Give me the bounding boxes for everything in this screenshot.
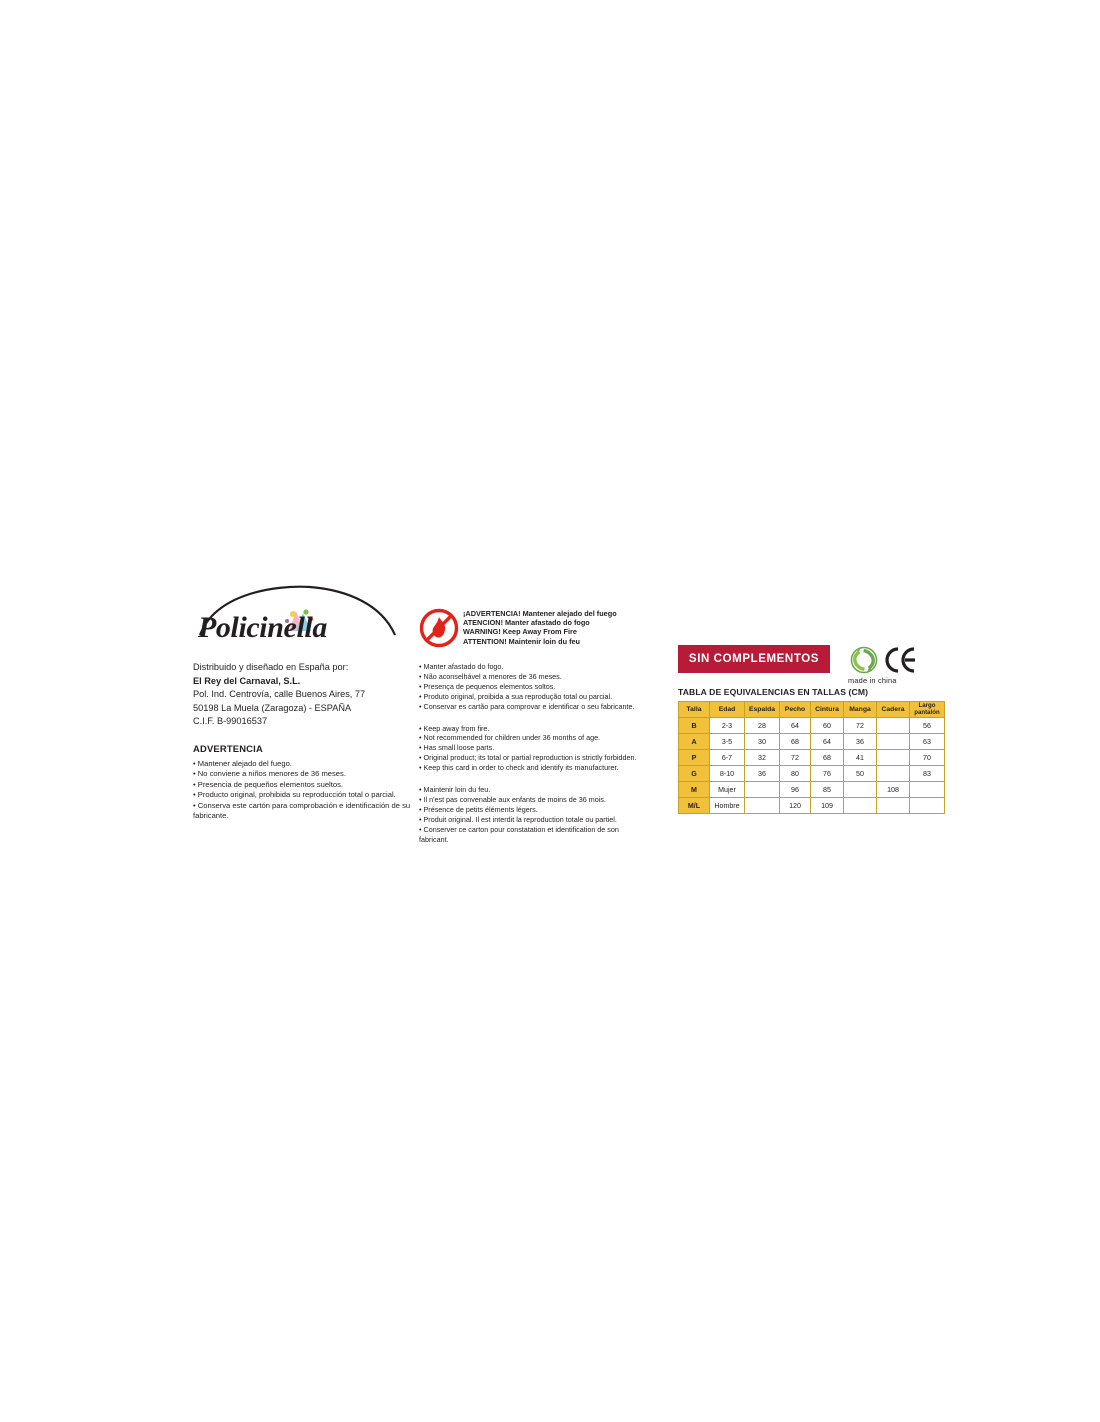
cell-edad: 8-10 bbox=[710, 766, 745, 782]
cell-manga: 72 bbox=[844, 718, 877, 734]
cell-espalda bbox=[745, 798, 780, 814]
cell-espalda: 32 bbox=[745, 750, 780, 766]
cell-edad: 6-7 bbox=[710, 750, 745, 766]
cell-talla: P bbox=[679, 750, 710, 766]
table-row bbox=[679, 766, 945, 782]
cell-pecho: 80 bbox=[780, 766, 811, 782]
column-header-pecho: Pecho bbox=[780, 702, 811, 718]
warning-line-en: WARNING! Keep Away From Fire bbox=[463, 627, 577, 637]
cell-manga: 36 bbox=[844, 734, 877, 750]
warning-bullet: • Keep away from fire. bbox=[419, 723, 490, 733]
cell-largo: 70 bbox=[910, 750, 945, 766]
cell-pecho: 68 bbox=[780, 734, 811, 750]
cell-espalda: 30 bbox=[745, 734, 780, 750]
warning-bullet: • Manter afastado do fogo. bbox=[419, 662, 504, 671]
table-row bbox=[679, 734, 945, 750]
cell-cadera bbox=[877, 718, 910, 734]
warning-bullets-en bbox=[419, 724, 639, 774]
cell-largo: 56 bbox=[910, 718, 945, 734]
warning-line-es: ¡ADVERTENCIA! Mantener alejado del fuego bbox=[463, 609, 617, 618]
brand-logo bbox=[198, 585, 398, 655]
cell-largo bbox=[910, 798, 945, 814]
table-row bbox=[679, 782, 945, 798]
column-header-talla: Talla bbox=[679, 702, 710, 718]
warning-line-pt: ATENCION! Manter afastado do fogo bbox=[463, 618, 590, 628]
ce-mark-icon bbox=[883, 646, 917, 674]
warning-line-fr: ATTENTION! Maintenir loin du feu bbox=[463, 636, 581, 646]
warning-bullet: • Keep this card in order to check and identify its manufacturer. bbox=[419, 763, 619, 773]
cell-manga: 50 bbox=[844, 766, 877, 782]
cell-edad: Mujer bbox=[710, 782, 745, 798]
warning-bullet: • No conviene a niños menores de 36 meses. bbox=[193, 769, 346, 779]
right-column bbox=[678, 645, 948, 814]
cell-edad: Hombre bbox=[710, 798, 745, 814]
address-line-1: Pol. Ind. Centrovía, calle Buenos Aires, 77 bbox=[193, 689, 366, 700]
brand-logo-text: Policinella bbox=[198, 611, 327, 644]
cell-cadera bbox=[877, 766, 910, 782]
warning-bullet: • Not recommended for children under 36 months of age. bbox=[419, 733, 601, 743]
cell-cadera bbox=[877, 750, 910, 766]
cell-cintura: 85 bbox=[811, 782, 844, 798]
no-fire-icon bbox=[419, 608, 459, 648]
column-header-largo-pantalon: Largo pantalón bbox=[910, 702, 945, 718]
table-row bbox=[679, 718, 945, 734]
green-dot-recycling-icon bbox=[850, 646, 878, 674]
cell-edad: 3-5 bbox=[710, 734, 745, 750]
distributed-by-label: Distribuido y diseñado en España por: bbox=[193, 662, 349, 672]
cell-espalda bbox=[745, 782, 780, 798]
warning-bullets-pt bbox=[419, 662, 639, 712]
cell-largo: 63 bbox=[910, 734, 945, 750]
cell-cintura: 64 bbox=[811, 734, 844, 750]
cell-cadera: 108 bbox=[877, 782, 910, 798]
cell-cintura: 60 bbox=[811, 718, 844, 734]
warning-bullet: • Maintenir loin du feu. bbox=[419, 785, 491, 795]
warning-bullet: • Il n'est pas convenable aux enfants de moins de 36 mois. bbox=[419, 794, 606, 804]
badges-row bbox=[678, 645, 948, 685]
table-row bbox=[679, 798, 945, 814]
warning-bullet: • Présence de petits éléments légers. bbox=[419, 804, 538, 814]
column-header-cintura: Cintura bbox=[811, 702, 844, 718]
distributor-block bbox=[193, 661, 433, 729]
column-header-espalda: Espalda bbox=[745, 702, 780, 718]
cell-espalda: 28 bbox=[745, 718, 780, 734]
cell-talla: M/L bbox=[679, 798, 710, 814]
warning-bullets-fr bbox=[419, 785, 639, 844]
cell-talla: M bbox=[679, 782, 710, 798]
cell-manga: 41 bbox=[844, 750, 877, 766]
cell-cintura: 68 bbox=[811, 750, 844, 766]
warning-bullet: • Mantener alejado del fuego. bbox=[193, 758, 292, 768]
cell-pecho: 64 bbox=[780, 718, 811, 734]
company-cif: C.I.F. B-99016537 bbox=[193, 716, 268, 727]
cell-pecho: 72 bbox=[780, 750, 811, 766]
column-header-edad: Edad bbox=[710, 702, 745, 718]
cell-manga bbox=[844, 782, 877, 798]
warning-bullet: • Has small loose parts. bbox=[419, 743, 495, 753]
cell-pecho: 96 bbox=[780, 782, 811, 798]
cell-edad: 2-3 bbox=[710, 718, 745, 734]
warning-bullet: • Não aconselhável a menores de 36 meses. bbox=[419, 671, 562, 681]
cell-talla: B bbox=[679, 718, 710, 734]
cell-cadera bbox=[877, 798, 910, 814]
warning-languages bbox=[463, 609, 617, 646]
warning-bullet: • Producto original, prohibida su reproducción total o parcial. bbox=[193, 790, 396, 800]
middle-column bbox=[419, 608, 639, 845]
size-equivalence-table bbox=[678, 701, 945, 814]
cell-talla: A bbox=[679, 734, 710, 750]
warning-bullet: • Presença de pequenos elementos soltos. bbox=[419, 681, 556, 691]
address-line-2: 50198 La Muela (Zaragoza) - ESPAÑA bbox=[193, 702, 352, 713]
cell-pecho: 120 bbox=[780, 798, 811, 814]
warning-bullet: • Original product; its total or partial reproduction is strictly forbidden. bbox=[419, 753, 637, 763]
column-header-cadera: Cadera bbox=[877, 702, 910, 718]
table-header-row bbox=[679, 702, 945, 718]
warning-title: ADVERTENCIA bbox=[193, 742, 263, 754]
cell-largo: 83 bbox=[910, 766, 945, 782]
cell-cintura: 109 bbox=[811, 798, 844, 814]
column-header-manga: Manga bbox=[844, 702, 877, 718]
warning-bullet: • Produit original. Il est interdit la reproduction totale ou partiel. bbox=[419, 814, 617, 824]
warning-header-block bbox=[419, 608, 639, 652]
status-badge: SIN COMPLEMENTOS bbox=[678, 645, 830, 673]
warning-bullet: • Conservar es cartão para comprovar e identificar o seu fabricante. bbox=[419, 701, 635, 711]
cell-manga bbox=[844, 798, 877, 814]
table-row bbox=[679, 750, 945, 766]
warning-bullet: • Conserva este cartón para comprobación e identificación de su fabricante. bbox=[193, 800, 411, 820]
left-column bbox=[193, 585, 433, 821]
cell-largo bbox=[910, 782, 945, 798]
cell-cintura: 76 bbox=[811, 766, 844, 782]
company-name: El Rey del Carnaval, S.L. bbox=[193, 675, 301, 686]
warning-bullets-es bbox=[193, 759, 433, 821]
cell-cadera bbox=[877, 734, 910, 750]
cell-talla: G bbox=[679, 766, 710, 782]
cell-espalda: 36 bbox=[745, 766, 780, 782]
size-table-title: TABLA DE EQUIVALENCIAS EN TALLAS (CM) bbox=[678, 687, 869, 697]
made-in-label: made in china bbox=[848, 676, 897, 685]
warning-bullet: • Conserver ce carton pour constatation et identification de son fabricant. bbox=[419, 824, 619, 844]
warning-bullet: • Presencia de pequeños elementos sueltos. bbox=[193, 779, 343, 789]
warning-bullet: • Produto original, proibida a sua reprodução total ou parcial. bbox=[419, 691, 613, 701]
